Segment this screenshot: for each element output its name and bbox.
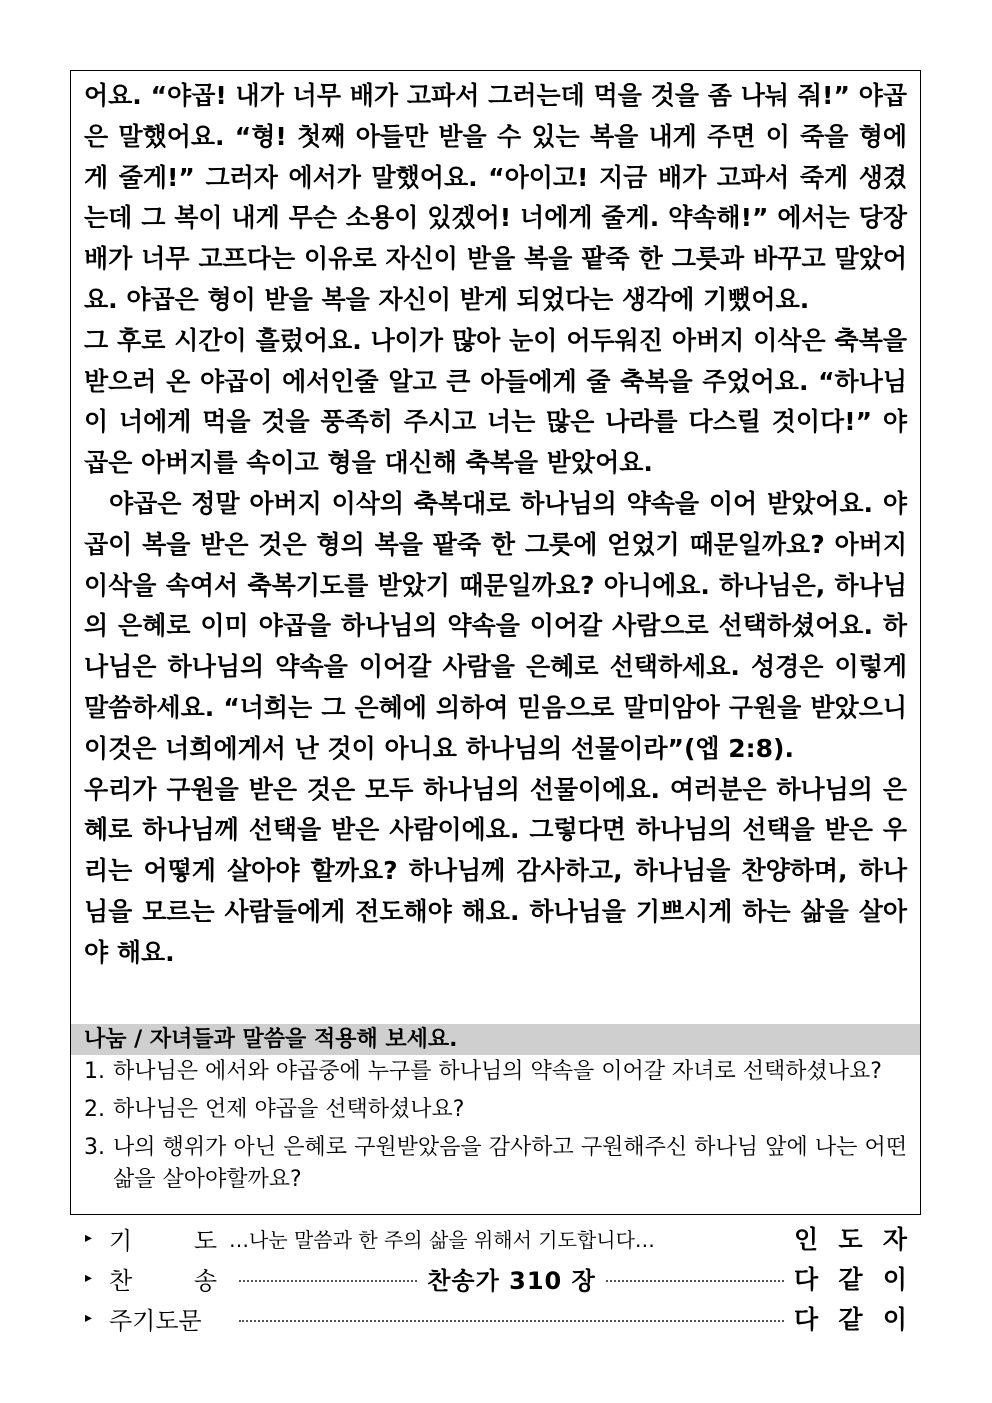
question-text: 하나님은 언제 야곱을 선택하셨나요?	[113, 1097, 465, 1122]
triangle-bullet-icon: ▸	[85, 1230, 93, 1246]
story-text	[84, 76, 907, 974]
question-item	[84, 1056, 907, 1088]
order-leader: 다 같 이	[794, 1305, 907, 1334]
worship-order	[85, 1218, 907, 1338]
question-text: 나의 행위가 아닌 은혜로 구원받았음을 감사하고 구원해주신 하나님 앞에 나는 어떤 삶을 살아야할까요?	[113, 1135, 907, 1192]
hymn-number: 찬송가 310 장	[427, 1266, 596, 1295]
dot-leader	[239, 1320, 784, 1322]
triangle-bullet-icon: ▸	[85, 1310, 93, 1326]
order-content: …나눈 말씀과 한 주의 삶을 위해서 기도합니다…	[229, 1227, 655, 1252]
story-paragraph-2: 그 후로 시간이 흘렀어요. 나이가 많아 눈이 어두워진 아버지 이삭은 축복을 받으러 온 야곱이 에서인줄 알고 큰 아들에게 줄 축복을 주었어요. “하나님이 너에게 먹을 것을 풍족히 주시고 너는 많은 나라를 다스릴 것이다!” 야곱은 아버지를 속이고 형을 대신해 축복을 받았어요.	[84, 325, 907, 478]
story-paragraph-4: 우리가 구원을 받은 것은 모두 하나님의 선물이에요. 여러분은 하나님의 은혜로 하나님께 선택을 받은 사람이에요. 그렇다면 하나님의 선택을 받은 우리는 어떻게 살아야 할까요? 하나님께 감사하고, 하나님을 찬양하며, 하나님을 모르는 사람들에게 전도해야 해요. 하나님을 기쁘시게 하는 삶을 살아야 해요.	[84, 774, 907, 967]
dot-leader	[239, 1280, 417, 1282]
order-leader: 인 도 자	[794, 1225, 907, 1254]
order-label: 주기도문	[109, 1306, 202, 1335]
question-number: 2.	[84, 1097, 105, 1122]
dot-leader	[606, 1280, 784, 1282]
content-box	[70, 70, 921, 1215]
question-item	[84, 1094, 907, 1126]
order-label: 기 도	[109, 1226, 217, 1255]
question-list	[84, 1056, 907, 1202]
share-header: 나눔 / 자녀들과 말씀을 적용해 보세요.	[71, 1024, 920, 1055]
question-item	[84, 1132, 907, 1196]
triangle-bullet-icon: ▸	[85, 1270, 93, 1286]
order-leader: 다 같 이	[794, 1265, 907, 1294]
order-row-lords-prayer	[85, 1298, 907, 1338]
order-content	[229, 1314, 794, 1322]
story-paragraph-3: 야곱은 정말 아버지 이삭의 축복대로 하나님의 약속을 이어 받았어요. 야곱이 복을 받은 것은 형의 복을 팥죽 한 그릇에 얻었기 때문일까요? 아버지 이삭을 속여서 축복기도를 받았기 때문일까요? 아니에요. 하나님은, 하나님의 은혜로 이미 야곱을 하나님의 약속을 이어갈 사람으로 선택하셨어요. 하나님은 하나님의 약속을 이어갈 사람을 은혜로 선택하세요. 성경은 이렇게 말씀하세요. “너희는 그 은혜에 의하여 믿음으로 말미암아 구원을 받았으니 이것은 너희에게서 난 것이 아니요 하나님의 선물이라”(엡 2:8).	[84, 488, 907, 763]
order-row-prayer	[85, 1218, 907, 1258]
order-label: 찬 송	[109, 1266, 217, 1295]
story-paragraph-1: 어요. “야곱! 내가 너무 배가 고파서 그러는데 먹을 것을 좀 나눠 줘!” 야곱은 말했어요. “형! 첫째 아들만 받을 수 있는 복을 내게 주면 이 죽을 형에게 줄게!” 그러자 에서가 말했어요. “아이고! 지금 배가 고파서 죽게 생겼는데 그 복이 내게 무슨 소용이 있겠어! 너에게 줄게. 약속해!” 에서는 당장 배가 너무 고프다는 이유로 자신이 받을 복을 팥죽 한 그릇과 바꾸고 말았어요. 야곱은 형이 받을 복을 자신이 받게 되었다는 생각에 기뻤어요.	[84, 81, 907, 314]
question-number: 1.	[84, 1059, 105, 1084]
order-content	[229, 1261, 794, 1296]
question-number: 3.	[84, 1135, 105, 1160]
order-row-hymn	[85, 1258, 907, 1298]
question-text: 하나님은 에서와 야곱중에 누구를 하나님의 약속을 이어갈 자녀로 선택하셨나요?	[113, 1059, 882, 1084]
